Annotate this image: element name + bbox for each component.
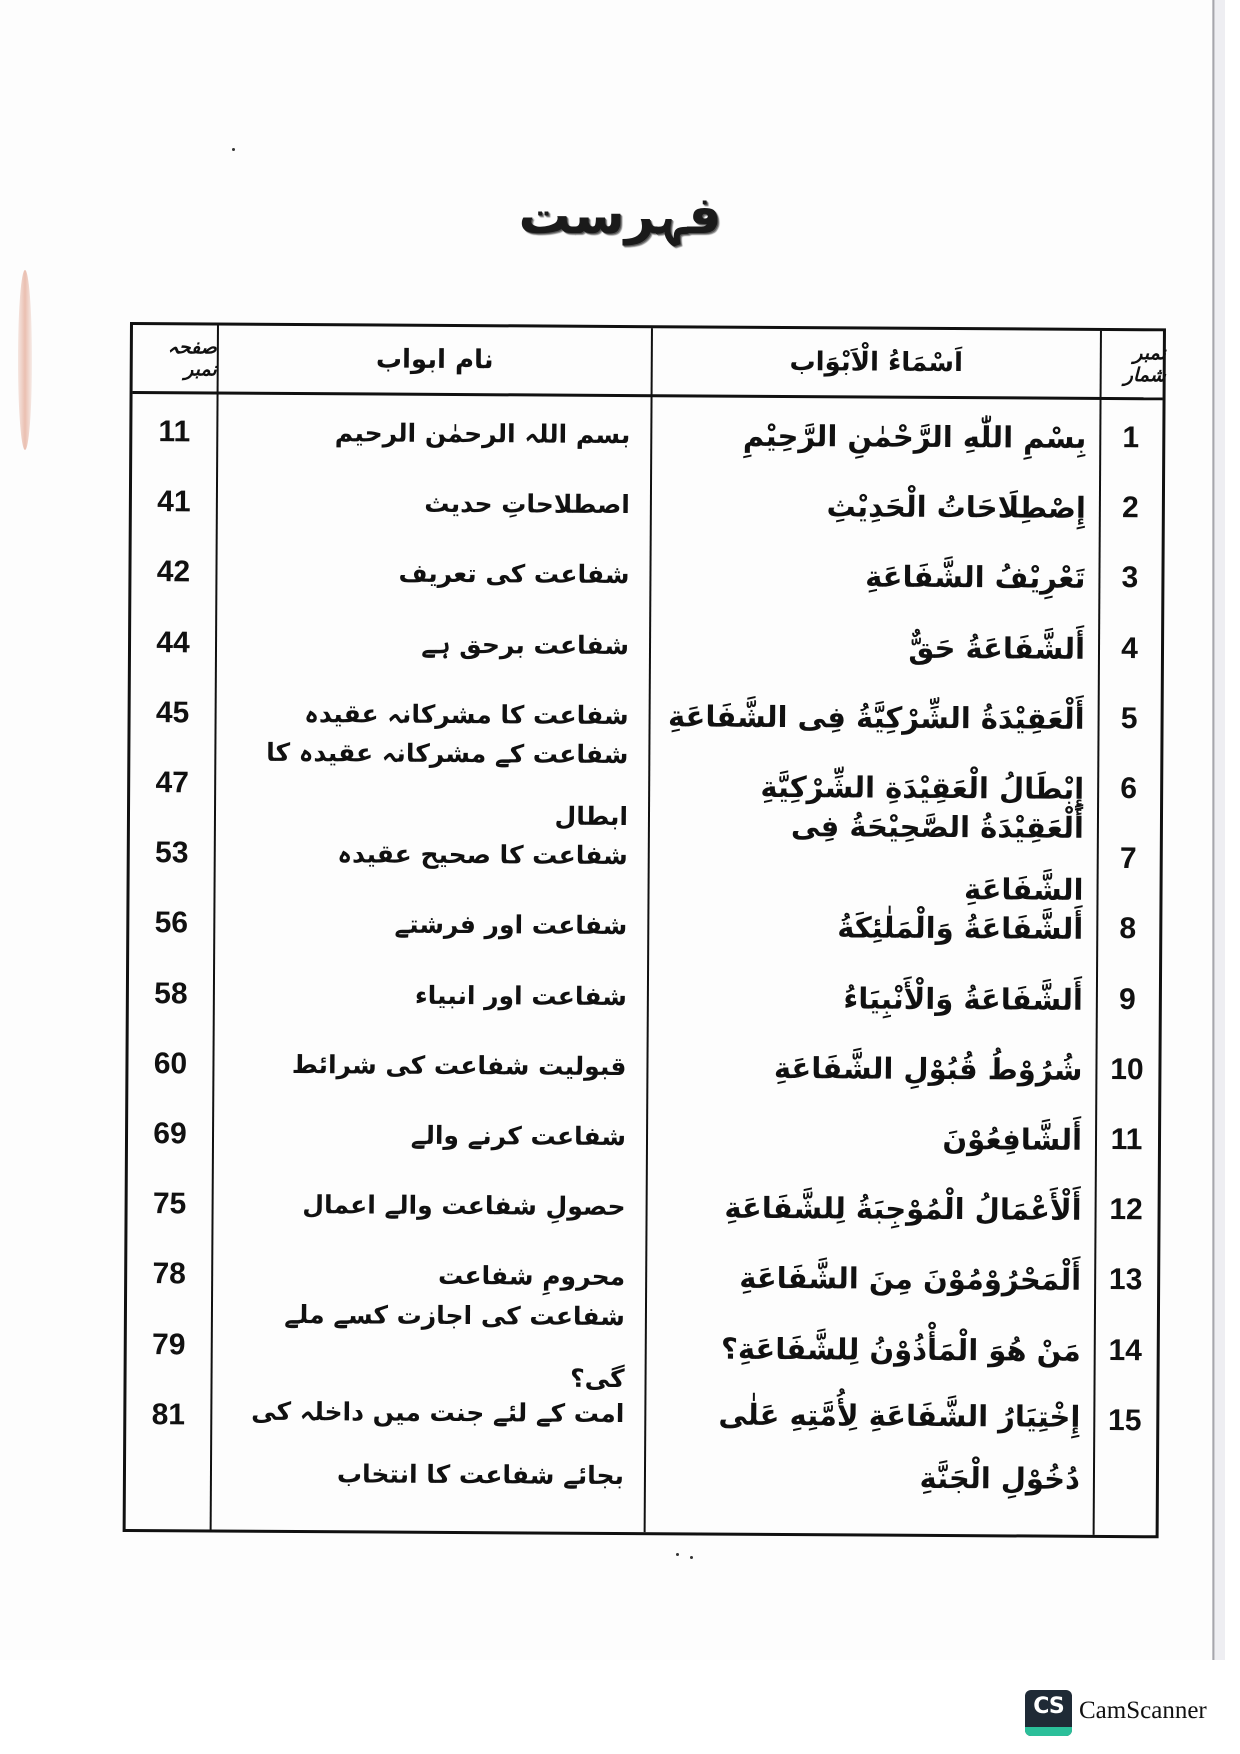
page-number: 79 [151, 1327, 186, 1361]
toc-row [128, 1029, 1158, 1105]
table-of-contents [123, 322, 1166, 1538]
serial-number: 6 [1120, 772, 1138, 806]
header-serial-number: نمبر شمار [1123, 342, 1166, 387]
arabic-chapter-title: أَلْعَقِيْدَةُ الصَّحِيْحَةُ فِى الشَّفَاعَةِ [790, 809, 1085, 908]
camscanner-logo-accent [1025, 1727, 1072, 1736]
page-number: 53 [154, 836, 189, 870]
serial-number: 3 [1121, 561, 1139, 595]
header-urdu-title: نام ابواب [375, 344, 494, 376]
toc-row [131, 608, 1161, 684]
arabic-chapter-title: بِسْمِ اللّٰهِ الرَّحْمٰنِ الرَّحِيْمِ [742, 418, 1087, 455]
urdu-chapter-title: امت کے لئے جنت میں داخلہ کی بجائے شفاعت کا انتخاب [251, 1396, 625, 1490]
header-page-number: صفحہ نمبر [167, 336, 217, 381]
page-number: 11 [158, 415, 191, 449]
page-number: 41 [157, 485, 191, 519]
header-arabic-title: اَسْمَاءُ الْاَبْوَاب [789, 347, 964, 379]
toc-row [127, 1299, 1157, 1393]
page-title: فہرست [518, 186, 722, 246]
toc-row [128, 1099, 1158, 1175]
arabic-chapter-title: أَلشَّفَاعَةُ وَالْمَلٰئِكَةُ [837, 910, 1084, 947]
serial-number: 13 [1108, 1263, 1143, 1297]
page-number: 45 [155, 695, 190, 730]
page-number: 56 [154, 906, 189, 940]
page-number: 42 [156, 555, 191, 589]
serial-number: 8 [1119, 912, 1137, 946]
scan-speck [676, 1553, 679, 1556]
page-number: 44 [156, 625, 190, 659]
camscanner-brand: CamScanner [1079, 1697, 1207, 1724]
serial-number: 1 [1122, 421, 1140, 455]
toc-row [131, 537, 1161, 613]
page-edge [1212, 0, 1215, 1660]
urdu-chapter-title: شفاعت کی تعریف [398, 559, 630, 590]
urdu-chapter-title: بسم اللہ الرحمٰن الرحیم [334, 418, 631, 450]
serial-number: 14 [1108, 1333, 1143, 1367]
arabic-chapter-title: مَنْ هُوَ الْمَأْذُوْنُ لِلشَّفَاعَةِ؟ [720, 1331, 1081, 1368]
urdu-chapter-title: حصولِ شفاعت والے اعمال [302, 1190, 626, 1222]
page-number: 78 [152, 1257, 186, 1291]
toc-row [129, 888, 1159, 964]
page-number: 75 [152, 1187, 187, 1221]
arabic-chapter-title: شُرُوْطُ قُبُوْلِ الشَّفَاعَةِ [773, 1050, 1083, 1087]
arabic-chapter-title: أَلْمَحْرُوْمُوْنَ مِنَ الشَّفَاعَةِ [739, 1261, 1082, 1298]
camscanner-logo [1025, 1690, 1072, 1736]
arabic-chapter-title: أَلشَّفَاعَةُ وَالْأَنْبِيَاءُ [843, 980, 1083, 1017]
serial-number: 10 [1110, 1052, 1144, 1087]
urdu-chapter-title: اصطلاحاتِ حدیث [424, 488, 630, 520]
serial-number: 4 [1121, 631, 1138, 665]
arabic-chapter-title: أَلشَّفَاعَةُ حَقٌّ [908, 630, 1086, 666]
urdu-chapter-title: قبولیت شفاعت کی شرائط [291, 1049, 627, 1081]
page-number: 69 [153, 1117, 187, 1151]
serial-number: 12 [1109, 1193, 1143, 1227]
toc-row [127, 1169, 1157, 1245]
urdu-chapter-title: شفاعت اور فرشتے [394, 910, 628, 941]
serial-number: 15 [1108, 1403, 1142, 1437]
page-number: 58 [154, 976, 188, 1010]
urdu-chapter-title: محرومِ شفاعت [437, 1261, 626, 1292]
serial-number: 7 [1119, 842, 1137, 876]
urdu-chapter-title: شفاعت برحق ہے [421, 629, 630, 660]
camscanner-logo-text: CS [1033, 1694, 1064, 1719]
page-number: 47 [155, 766, 189, 800]
urdu-chapter-title: شفاعت کرنے والے [410, 1120, 627, 1152]
toc-row [129, 959, 1159, 1035]
scan-speck [232, 148, 235, 151]
page-number: 60 [153, 1046, 188, 1081]
serial-number: 2 [1121, 491, 1139, 525]
serial-number: 9 [1118, 982, 1136, 1016]
urdu-chapter-title: شفاعت کا مشرکانہ عقیدہ [304, 698, 629, 730]
toc-row [132, 467, 1162, 543]
urdu-chapter-title: شفاعت کا صحیح عقیدہ [337, 839, 628, 871]
urdu-chapter-title: شفاعت اور انبیاء [414, 980, 627, 1011]
arabic-chapter-title: إِبْطَالُ الْعَقِيْدَةِ الشِّرْكِيَّةِ [760, 769, 1085, 806]
serial-number: 11 [1110, 1123, 1143, 1157]
arabic-chapter-title: أَلْأَعْمَالُ الْمُوْجِبَةُ لِلشَّفَاعَةِ [724, 1190, 1082, 1228]
toc-row [130, 809, 1160, 908]
scan-speck [690, 1556, 693, 1559]
arabic-chapter-title: أَلشَّافِعُوْنَ [942, 1121, 1083, 1157]
toc-row [126, 1380, 1157, 1526]
arabic-chapter-title: إِصْطِلَاحَاتُ الْحَدِيْثِ [826, 489, 1086, 526]
urdu-chapter-title: شفاعت کے مشرکانہ عقیدہ کا ابطال [266, 737, 629, 832]
arabic-chapter-title: إِخْتِيَارُ الشَّفَاعَةِ لِأُمَّتِهِ عَلٰى دُخُوْلِ الْجَنَّةِ [718, 1397, 1081, 1496]
toc-row [132, 397, 1162, 473]
serial-number: 5 [1120, 701, 1138, 735]
arabic-chapter-title: تَعْرِيْفُ الشَّفَاعَةِ [865, 559, 1086, 596]
page-number: 81 [151, 1397, 186, 1432]
arabic-chapter-title: أَلْعَقِيْدَةُ الشِّرْكِيَّةُ فِى الشَّفَاعَةِ [667, 699, 1085, 736]
page-edge-shadow [1215, 0, 1225, 1660]
finger-shadow [18, 270, 32, 450]
urdu-chapter-title: شفاعت کی اجازت کسے ملے گی؟ [284, 1299, 626, 1393]
